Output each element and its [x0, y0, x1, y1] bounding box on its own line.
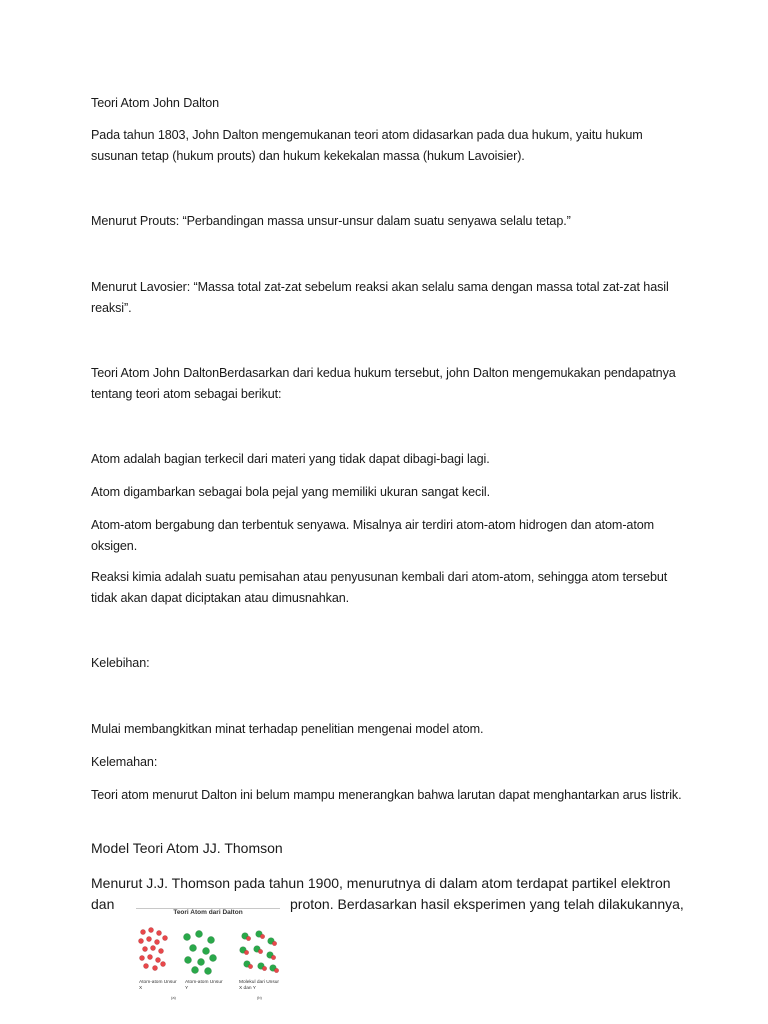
- molecule-atom-x: [260, 934, 265, 939]
- paragraph-prouts: Menurut Prouts: “Perbandingan massa unsur-unsur dalam suatu senyawa selalu tetap.”: [91, 214, 571, 228]
- atom-x: [146, 936, 151, 941]
- postulate-3: Atom-atom bergabung dan terbentuk senyawa. Misalnya air terdiri atom-atom hidrogen dan atom-atom oksigen.: [91, 518, 655, 553]
- atom-x: [154, 939, 159, 944]
- atom-x: [160, 961, 165, 966]
- heading-thomson: Model Teori Atom JJ. Thomson: [91, 840, 283, 856]
- atom-x: [162, 935, 167, 940]
- postulate-1: Atom adalah bagian terkecil dari materi yang tidak dapat dibagi-bagi lagi.: [91, 452, 490, 466]
- postulate-4: Reaksi kimia adalah suatu pemisahan atau penyusunan kembali dari atom-atom, sehingga atom tersebut tidak akan dapat diciptakan atau dimusnahkan.: [91, 570, 668, 605]
- figure-label-a: (a): [171, 995, 176, 1000]
- paragraph-kelebihan: Mulai membangkitkan minat terhadap penelitian mengenai model atom.: [91, 722, 484, 736]
- molecule-atom-x: [274, 968, 279, 973]
- molecule-atom-x: [271, 955, 276, 960]
- atom-y: [207, 936, 214, 943]
- caption-unsur-y: Atom-atom Unsur Y: [185, 980, 223, 991]
- atom-x: [140, 929, 145, 934]
- heading-kelebihan: Kelebihan:: [91, 656, 150, 670]
- atom-y: [183, 933, 190, 940]
- dalton-atom-figure: [133, 904, 283, 1004]
- atom-y: [202, 947, 209, 954]
- atom-y: [191, 966, 198, 973]
- atom-x: [155, 957, 160, 962]
- molecule-atom-x: [246, 936, 251, 941]
- figure-label-b: (b): [257, 995, 262, 1000]
- atom-y: [209, 954, 216, 961]
- caption-molekul-xy: Molekul dari Unsur X dan Y: [239, 980, 279, 991]
- atom-y: [189, 944, 196, 951]
- caption-unsur-x: Atom-atom Unsur X: [139, 980, 177, 991]
- atom-x: [147, 954, 152, 959]
- atom-x: [148, 927, 153, 932]
- atom-x: [143, 963, 148, 968]
- paragraph-thomson-dan: dan: [91, 896, 115, 912]
- atom-x: [139, 955, 144, 960]
- molecule-atom-x: [244, 950, 249, 955]
- atoms-unsur-x: [138, 927, 167, 970]
- atom-y: [195, 930, 202, 937]
- paragraph-postulates-intro: Teori Atom John DaltonBerdasarkan dari kedua hukum tersebut, john Dalton mengemukakan pendapatnya tentang teori atom sebagai berikut:: [91, 366, 676, 401]
- atom-y: [197, 958, 204, 965]
- atom-x: [142, 946, 147, 951]
- atom-y: [204, 967, 211, 974]
- atom-y: [184, 956, 191, 963]
- molecule-atom-x: [258, 949, 263, 954]
- molecule-atom-x: [248, 964, 253, 969]
- paragraph-thomson-proton: proton. Berdasarkan hasil eksperimen yang telah dilakukannya,: [290, 896, 684, 912]
- paragraph-lavoisier: Menurut Lavosier: “Massa total zat-zat sebelum reaksi akan selalu sama dengan massa total zat-zat hasil reaksi”.: [91, 280, 669, 315]
- paragraph-kelemahan: Teori atom menurut Dalton ini belum mampu menerangkan bahwa larutan dapat menghantarkan arus listrik.: [91, 788, 682, 802]
- molecule-atom-x: [262, 966, 267, 971]
- postulate-2: Atom digambarkan sebagai bola pejal yang memiliki ukuran sangat kecil.: [91, 485, 491, 499]
- atom-x: [156, 930, 161, 935]
- atom-x: [138, 938, 143, 943]
- molecules-xy: [240, 931, 279, 973]
- atoms-unsur-y: [183, 930, 216, 974]
- figure-title: Teori Atom dari Dalton: [173, 909, 243, 916]
- paragraph-thomson: Menurut J.J. Thomson pada tahun 1900, menurutnya di dalam atom terdapat partikel elektron: [91, 875, 671, 891]
- atom-x: [152, 965, 157, 970]
- paragraph-intro: Pada tahun 1803, John Dalton mengemukanan teori atom didasarkan pada dua hukum, yaitu hukum susunan tetap (hukum prouts) dan hukum kekekalan massa (hukum Lavoisier).: [91, 128, 643, 163]
- heading-dalton: Teori Atom John Dalton: [91, 96, 220, 110]
- heading-kelemahan: Kelemahan:: [91, 755, 158, 769]
- molecule-atom-x: [272, 941, 277, 946]
- atom-x: [150, 945, 155, 950]
- atom-x: [158, 948, 163, 953]
